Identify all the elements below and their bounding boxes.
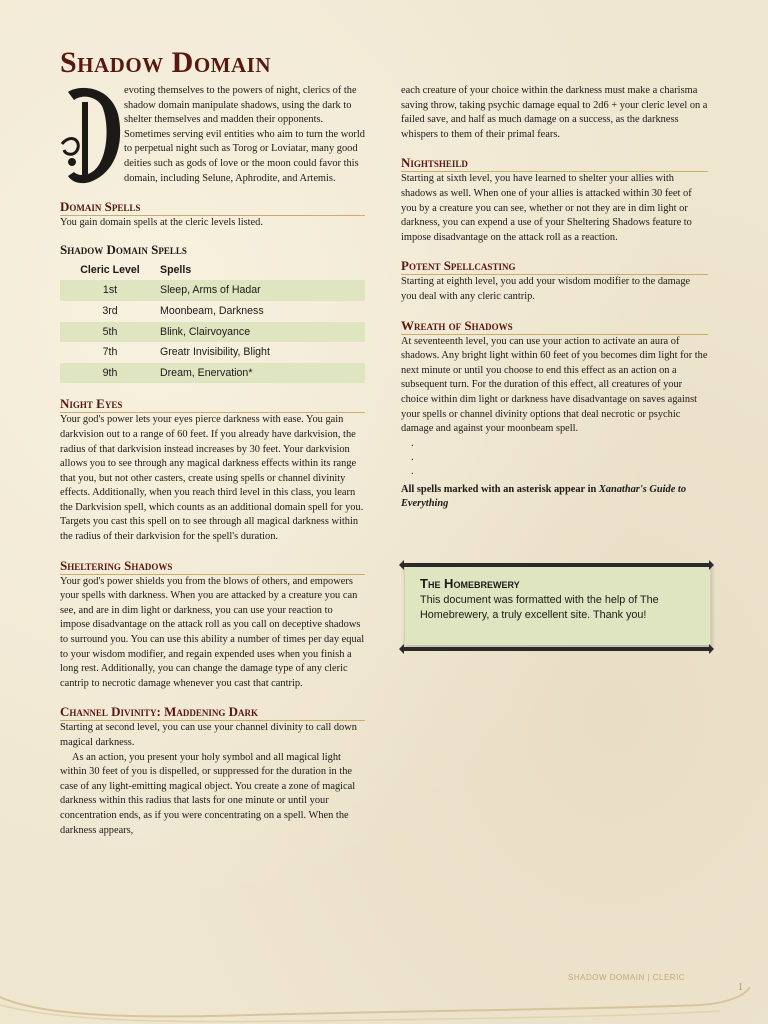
table-cell-spells: Moonbeam, Darkness xyxy=(160,304,264,317)
spell-table xyxy=(60,260,365,384)
asterisk-note-text: All spells marked with an asterisk appear in xyxy=(401,483,599,495)
table-row xyxy=(60,301,365,322)
note-box-title: The Homebrewery xyxy=(420,576,520,591)
sheltering-shadows-text: Your god's power shields you from the blows of others, and empowers your spells with darkness. When you are attacked by a creature you can see, and are in dim light or darkness, you can use your reaction to impose disadvantage on the attack roll as you call on deceptive shadows to surround you. You can use this ability a number of times per day equal to your wisdom modifier, and regain expended uses when you finish a long rest. Additionally, you can change the damage type of any cleric cantrip to necrotic damage whenever you cast that cantrip. xyxy=(60,575,365,689)
spell-table-header xyxy=(60,260,365,281)
asterisk-note-book: Xanathar's Guide to Everything xyxy=(401,483,687,510)
dot: . xyxy=(411,451,414,463)
table-cell-spells: Greatr Invisibility, Blight xyxy=(160,346,270,359)
table-cell-spells: Dream, Enervation* xyxy=(160,363,365,384)
ellipsis-dots xyxy=(401,437,708,479)
channel-divinity-text-2: As an action, you present your holy symbol and all magical light within 30 feet of you is dispelled, or suppressed for the duration in the case of any light-emitting magical object. You create a zone of magical darkness within this radius that lasts for one minute or until your concentration ends, as if you were concentrating on a spell. When the darkness appears, xyxy=(60,751,356,836)
channel-divinity-text-1: Starting at second level, you can use your channel divinity to call down magical darkness. xyxy=(60,722,357,748)
wreath-of-shadows-text: At seventeenth level, you can use your action to activate an aura of shadows. Any bright light within 60 feet of you becomes dim light for the next minute or until you choose to end this effect as an action on a subsequent turn. For the duration of this effect, all creatures of your choice within dim light or darkness have disadvantage on saves against your spells or channel divinity options that deal necrotic or psychic damage and against your moonbeam spell. xyxy=(401,335,708,435)
table-cell-level: 9th xyxy=(60,363,160,384)
potent-spellcasting-text: Starting at eighth level, you add your wisdom modifier to the damage you deal with any cleric cantrip. xyxy=(401,276,691,302)
table-row xyxy=(60,363,365,384)
table-cell-level: 1st xyxy=(60,280,160,301)
table-row xyxy=(60,322,365,343)
note-box-top-border xyxy=(401,563,712,567)
table-cell-spells: Blink, Clairvoyance xyxy=(160,322,365,343)
night-eyes-text: Your god's power lets your eyes pierce darkness with ease. You gain darkvision out to a range of 60 feet. If you already have darkvision, the radius of that darkvision instead increases by 30 feet. Your darkvision allows you to see through any magical darkness effects within its range that you, but not other casters, create using spells or channel divinity effects. Additionally, when you reach third level in this class, you learn the Darkvision spell, which counts as an additional domain spell for you. Targets you cast this spell on to see through all magical darkness within the radius of their darkvision for the spell's duration. xyxy=(60,414,364,543)
table-cell-level: 7th xyxy=(102,346,118,359)
intro-text: evoting themselves to the powers of night, clerics of the shadow domain manipulate shadows, using the dark to shelter themselves and madden their opponents. Sometimes serving evil entities who aim to turn the world to perpetual night such as Torog or Loviatar, many good deities such as gods of love or the moon could favor this domain, including Selune, Aphrodite, and Artemis. xyxy=(124,85,365,184)
left-column xyxy=(60,84,365,838)
right-column xyxy=(401,84,708,512)
dot: . xyxy=(411,465,414,477)
table-row xyxy=(60,280,365,301)
potent-spellcasting-heading: Potent Spellcasting xyxy=(401,258,708,275)
asterisk-note xyxy=(401,483,708,512)
nightshield-text: Starting at sixth level, you have learned to shelter your allies with shadows as well. When one of your allies is attacked within 30 feet of you by a creature you can see, whether or not they are in dim light or darkness, you can expend a use of your Sheltering Shadows feature to impose disadvantage on the attack roll as a reaction. xyxy=(401,173,692,243)
intro-paragraph xyxy=(60,84,365,186)
domain-spells-heading: Domain Spells xyxy=(60,199,365,216)
footer-flourish-icon xyxy=(0,985,768,1024)
spell-table-title: Shadow Domain Spells xyxy=(60,241,187,257)
table-row xyxy=(60,342,365,363)
sheltering-shadows-heading: Sheltering Shadows xyxy=(60,558,365,575)
drop-cap-flourish-icon xyxy=(60,84,124,188)
wreath-of-shadows-heading: Wreath of Shadows xyxy=(401,318,708,335)
channel-divinity-heading: Channel Divinity: Maddening Dark xyxy=(60,704,365,721)
nightshield-heading: Nightsheild xyxy=(401,155,708,172)
page-number: 1 xyxy=(738,982,743,993)
night-eyes-heading: Night Eyes xyxy=(60,396,365,413)
drop-cap xyxy=(60,84,124,188)
column-header-level: Cleric Level xyxy=(80,263,140,276)
channel-divinity-continued: each creature of your choice within the darkness must make a charisma saving throw, taking psychic damage equal to 2d6 + your cleric level on a failed save, and half as much damage on a success, as the darkness whispers to them of their primal fears. xyxy=(401,85,708,140)
footer-text: SHADOW DOMAIN | CLERIC xyxy=(568,973,686,982)
table-cell-spells: Sleep, Arms of Hadar xyxy=(160,280,365,301)
domain-spells-text: You gain domain spells at the cleric levels listed. xyxy=(60,217,263,229)
column-header-spells: Spells xyxy=(160,263,192,276)
table-cell-level: 3rd xyxy=(102,304,118,317)
page-title: Shadow Domain xyxy=(60,46,272,79)
note-box-bottom-border xyxy=(401,647,712,651)
note-box-text: This document was formatted with the help of The Homebrewery, a truly excellent site. Thank you! xyxy=(420,594,659,621)
dot: . xyxy=(411,437,414,449)
table-cell-level: 5th xyxy=(60,322,160,343)
